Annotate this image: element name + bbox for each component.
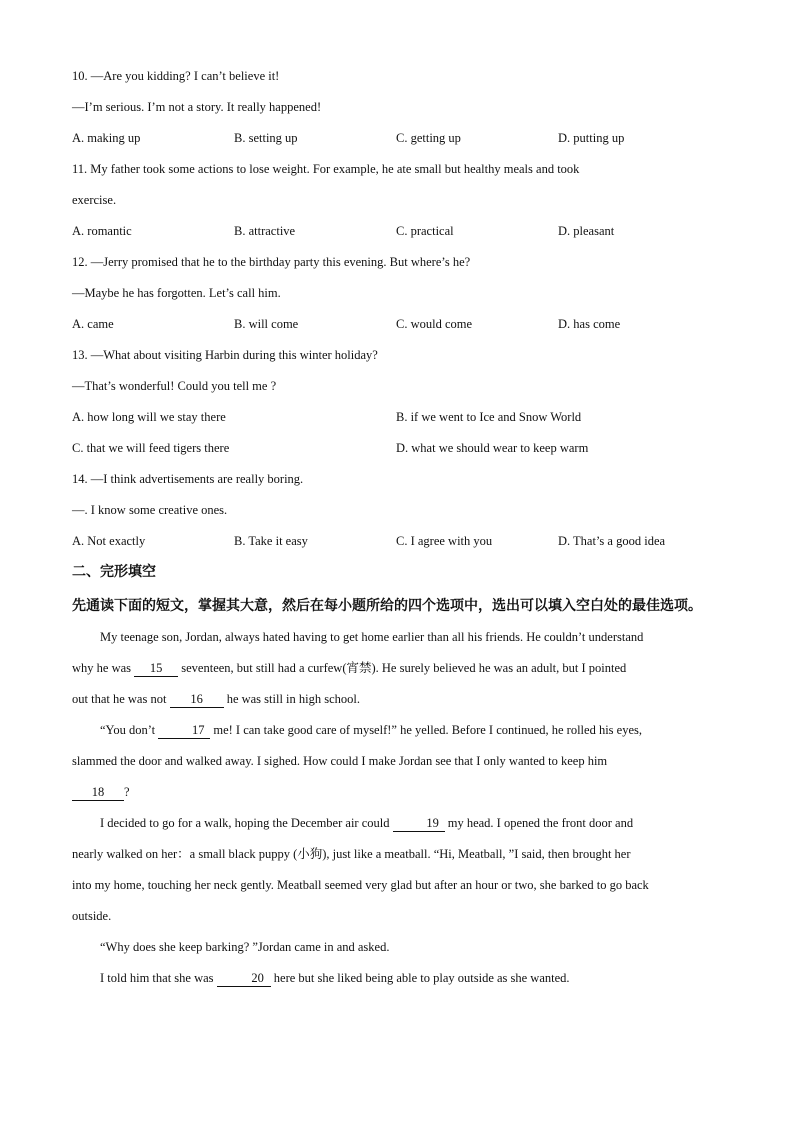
option-c: C. would come: [396, 317, 473, 331]
question-10-reply: [72, 95, 732, 126]
question-text: to the birthday party this evening. But where’s he?: [217, 255, 471, 269]
passage-line: [72, 653, 732, 684]
option-a: A. came: [72, 317, 114, 331]
question-14-options: [72, 529, 732, 560]
passage-text: I told him that she was: [100, 971, 217, 985]
passage-line: [72, 963, 732, 994]
option-c: C. practical: [396, 224, 454, 238]
question-13-options-row1: [72, 405, 732, 436]
question-text: —I’m serious. I’m not: [72, 100, 188, 114]
passage-line: nearly walked on her：a small black puppy (小狗), just like a meatball. “Hi, Meatball, ”I said, then brought her: [72, 847, 631, 861]
passage-line: [72, 777, 732, 808]
passage-line: outside.: [72, 909, 112, 923]
option-a: A. romantic: [72, 224, 132, 238]
worksheet-page: [72, 64, 732, 994]
question-text: —That’s wonderful! Could you tell me: [72, 379, 271, 393]
option-d: D. what we should wear to keep warm: [396, 441, 589, 455]
question-text: actions to lose weight. For example, he ate small but healthy meals and took: [197, 162, 580, 176]
option-b: B. if we went to Ice and Snow World: [396, 410, 582, 424]
question-text: 12. —Jerry promised that he: [72, 255, 218, 269]
passage-text: ?: [124, 785, 130, 799]
question-text: a story. It really happened!: [187, 100, 322, 114]
passage-text: he was still in high school.: [223, 692, 361, 706]
option-c: C. that we will feed tigers there: [72, 441, 230, 455]
question-12-stem: [72, 250, 732, 281]
question-14-reply: [72, 498, 732, 529]
question-text: —: [72, 503, 85, 517]
section-instruction: 先通读下面的短文，掌握其大意，然后在每小题所给的四个选项中，选出可以填入空白处的最佳选项。: [72, 598, 702, 614]
option-d: D. That’s a good idea: [558, 534, 666, 548]
option-d: D. has come: [558, 317, 621, 331]
blank-15: 15: [134, 661, 178, 677]
option-b: B. attractive: [234, 224, 296, 238]
blank-18: 18: [72, 785, 124, 801]
blank-19: 19: [393, 816, 445, 832]
option-d: D. putting up: [558, 131, 625, 145]
question-11-stem: [72, 157, 732, 188]
option-b: B. Take it easy: [234, 534, 308, 548]
passage-line: [72, 808, 732, 839]
option-c: C. I agree with you: [396, 534, 493, 548]
passage-line: [72, 684, 732, 715]
question-text: exercise.: [72, 193, 117, 207]
passage-text: “You don’t: [100, 723, 159, 737]
question-11-stem-cont: [72, 188, 732, 219]
blank-16: 16: [170, 692, 224, 708]
question-10-stem: [72, 64, 732, 95]
option-a: A. how long will we stay there: [72, 410, 226, 424]
passage-line: My teenage son, Jordan, always hated having to get home earlier than all his friends. He couldn’t understand: [100, 630, 644, 644]
option-d: D. pleasant: [558, 224, 615, 238]
passage-text: out that he was not: [72, 692, 170, 706]
passage-line: slammed the door and walked away. I sighed. How could I make Jordan see that I only wanted to keep him: [72, 754, 608, 768]
question-text: 11. My father took some: [72, 162, 198, 176]
question-13-options-row2: [72, 436, 732, 467]
option-a: A. Not exactly: [72, 534, 146, 548]
passage-text: me! I can take good care of myself!” he yelled. Before I continued, he rolled his eyes,: [210, 723, 643, 737]
blank-17: 17: [158, 723, 210, 739]
section-title: 二、完形填空: [72, 564, 156, 580]
question-12-options: [72, 312, 732, 343]
question-14-stem: [72, 467, 732, 498]
passage-text: here but she liked being able to play outside as she wanted.: [270, 971, 570, 985]
question-10-options: [72, 126, 732, 157]
question-text: 13. —What about visiting Harbin during this winter holiday?: [72, 348, 378, 362]
option-c: C. getting up: [396, 131, 461, 145]
passage-text: seventeen, but still had a curfew(宵禁). He surely believed he was an adult, but I pointed: [178, 661, 627, 675]
option-b: B. setting up: [234, 131, 298, 145]
question-text: 10. —Are you kidding? I can’t believe it!: [72, 69, 280, 83]
passage-line: “Why does she keep barking? ”Jordan came in and asked.: [100, 940, 390, 954]
question-text: . I know some creative ones.: [84, 503, 228, 517]
option-a: A. making up: [72, 131, 141, 145]
passage-text: I decided to go for a walk, hoping the December air could: [100, 816, 393, 830]
question-13-stem: [72, 343, 732, 374]
passage-text: my head. I opened the front door and: [444, 816, 634, 830]
question-text: —Maybe he has forgotten. Let’s call him.: [72, 286, 281, 300]
option-b: B. will come: [234, 317, 299, 331]
question-12-reply: [72, 281, 732, 312]
question-11-options: [72, 219, 732, 250]
question-text: ?: [270, 379, 277, 393]
question-text: 14. —I think advertisements are really boring.: [72, 472, 304, 486]
blank-20: 20: [217, 971, 271, 987]
passage-line: [72, 715, 732, 746]
passage-line: into my home, touching her neck gently. Meatball seemed very glad but after an hour or two, she barked to go back: [72, 878, 649, 892]
passage-text: why he was: [72, 661, 135, 675]
question-13-reply: [72, 374, 732, 405]
